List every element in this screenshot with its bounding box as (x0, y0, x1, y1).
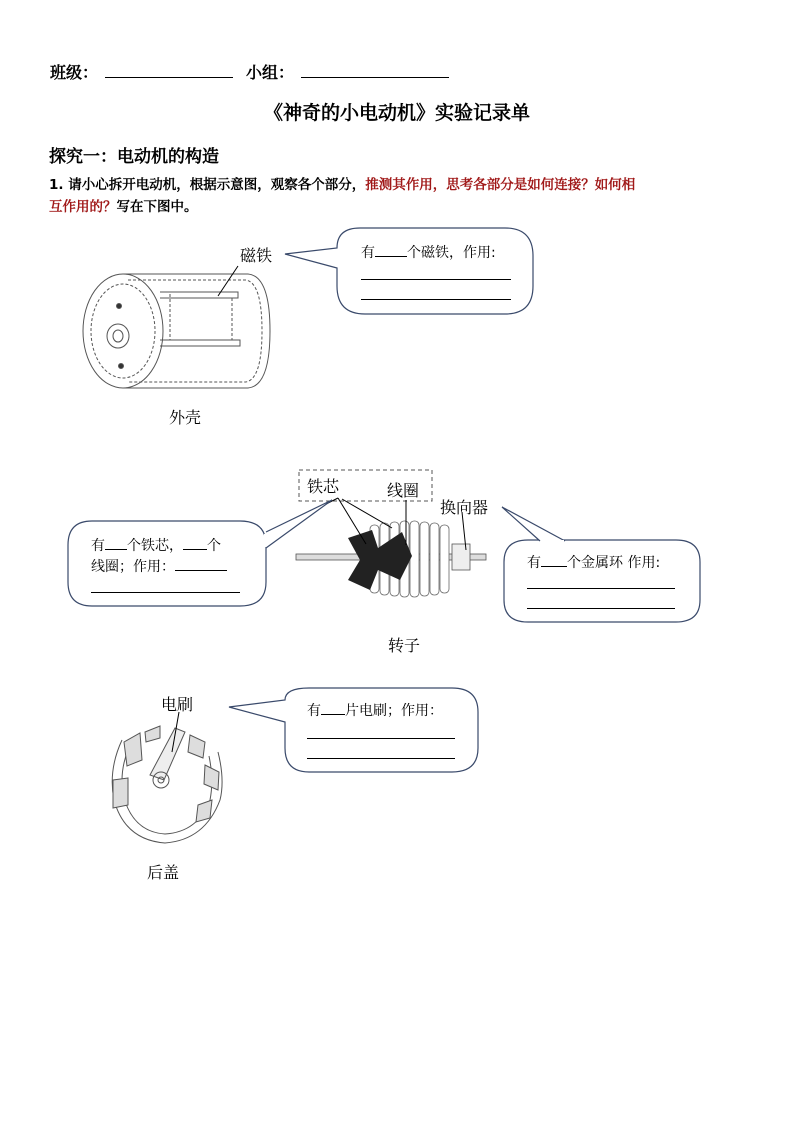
magnet-answer-line-2[interactable] (361, 299, 511, 300)
core-bubble-d: 线圈；作用： (91, 559, 175, 575)
rotor-drawing (296, 521, 486, 597)
group-label: 小组： (246, 63, 295, 82)
coil-count-blank[interactable] (183, 535, 207, 550)
core-bubble-a: 有 (91, 538, 105, 554)
core-count-blank[interactable] (105, 535, 127, 550)
brush-count-blank[interactable] (321, 700, 345, 715)
core-bubble-line-1 (91, 535, 221, 556)
magnet-label: 磁铁 (240, 246, 273, 265)
instruction-red-2: 互作用的？ (49, 199, 117, 215)
commutator-label: 换向器 (440, 498, 489, 517)
magnet-bubble-suffix: 个磁铁，作用: (407, 245, 496, 261)
magnet-bubble-prefix: 有 (361, 245, 375, 261)
brush-label: 电刷 (161, 695, 194, 714)
magnet-bubble-text (361, 242, 496, 263)
magnet-answer-line-1[interactable] (361, 279, 511, 280)
core-answer-blank[interactable] (175, 556, 227, 571)
core-label: 铁芯 (307, 477, 340, 496)
ring-count-blank[interactable] (541, 552, 567, 567)
core-bubble-c: 个 (207, 538, 221, 554)
page-title: 《神奇的小电动机》实验记录单 (263, 102, 530, 124)
commutator-answer-line-2[interactable] (527, 608, 675, 609)
brush-bubble-prefix: 有 (307, 703, 321, 719)
class-label: 班级： (50, 63, 99, 82)
commutator-bubble-prefix: 有 (527, 555, 541, 571)
magnet-count-blank[interactable] (375, 242, 407, 257)
commutator-bubble-text (527, 552, 660, 573)
core-bubble-line-2 (91, 556, 227, 577)
brush-answer-line-2[interactable] (307, 758, 455, 759)
core-answer-line[interactable] (91, 592, 240, 593)
rotor-caption: 转子 (388, 636, 421, 655)
shell-caption: 外壳 (169, 408, 202, 427)
brush-bubble-text (307, 700, 443, 721)
cover-caption: 后盖 (147, 863, 180, 882)
core-bubble-b: 个铁芯， (127, 538, 183, 554)
commutator-answer-line-1[interactable] (527, 588, 675, 589)
back-cover-drawing (112, 726, 222, 843)
instruction-suffix: 写在下图中。 (116, 199, 198, 215)
magnet-bubble (285, 228, 533, 314)
instruction-red-1: 推测其作用，思考各部分是如何连接？如何相 (365, 177, 636, 193)
brush-answer-line-1[interactable] (307, 738, 455, 739)
commutator-bubble-suffix: 个金属环 作用: (567, 555, 661, 571)
coil-label: 线圈 (387, 481, 420, 500)
section-heading: 探究一：电动机的构造 (49, 147, 219, 167)
instruction-prefix: 1. 请小心拆开电动机，根据示意图，观察各个部分， (49, 177, 366, 193)
motor-shell-drawing (83, 274, 270, 388)
brush-bubble-suffix: 片电刷；作用： (345, 703, 443, 719)
